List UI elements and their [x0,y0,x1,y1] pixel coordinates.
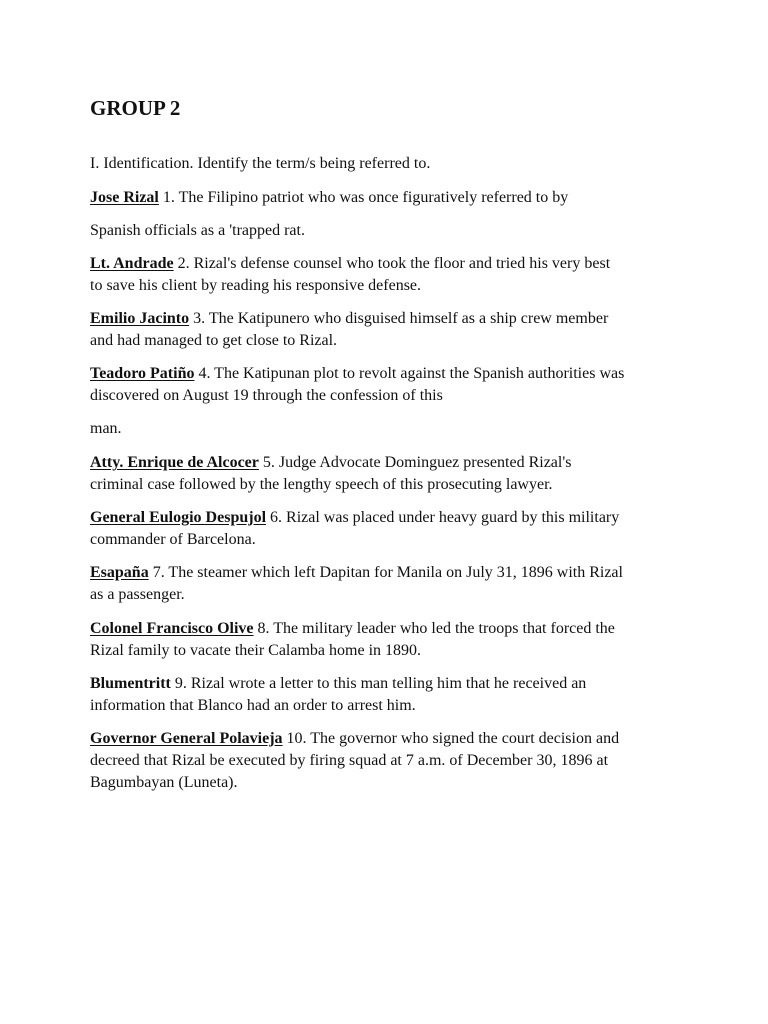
item-line [90,308,690,330]
item-line [90,562,690,584]
item-text: 10. The governor who signed the court decision and [282,730,620,747]
item-text: 5. Judge Advocate Dominguez presented Rizal's [258,454,572,471]
item-line: and had managed to get close to Rizal. [90,332,338,349]
answer-term: Colonel Francisco Olive [90,620,254,637]
item-line [90,673,690,695]
item-text: 7. The steamer which left Dapitan for Manila on July 31, 1896 with Rizal [148,564,623,581]
item-line: Rizal family to vacate their Calamba home in 1890. [90,642,422,659]
item-line: information that Blanco had an order to arrest him. [90,697,416,714]
identification-item-8 [90,618,690,662]
item-line: as a passenger. [90,586,185,603]
item-line: Bagumbayan (Luneta). [90,774,238,791]
item-line: to save his client by reading his responsive defense. [90,277,422,294]
instruction-text: I. Identification. Identify the term/s being referred to. [90,155,431,172]
item-line: commander of Barcelona. [90,531,256,548]
item-text: 3. The Katipunero who disguised himself as a ship crew member [189,310,609,327]
identification-item-3 [90,308,690,352]
identification-item-7 [90,562,690,606]
identification-item-4 [90,363,690,440]
item-text: 2. Rizal's defense counsel who took the floor and tried his very best [173,255,611,272]
identification-item-1 [90,187,690,242]
item-text: 8. The military leader who led the troops that forced the [253,620,615,637]
answer-term: Emilio Jacinto [90,310,190,327]
identification-item-2 [90,253,690,297]
item-line [90,507,690,529]
item-line: Spanish officials as a 'trapped rat. [90,222,305,239]
item-line [90,363,690,385]
item-line [90,618,690,640]
identification-item-5 [90,452,690,496]
answer-term: Atty. Enrique de Alcocer [90,454,259,471]
group-title: GROUP 2 [90,96,181,120]
answer-term: Blumentritt [90,675,171,692]
item-text: 9. Rizal wrote a letter to this man telling him that he received an [170,675,587,692]
item-text: 6. Rizal was placed under heavy guard by this military [266,509,620,526]
item-line: decreed that Rizal be executed by firing squad at 7 a.m. of December 30, 1896 at [90,752,609,769]
answer-term: General Eulogio Despujol [90,509,267,526]
identification-item-10 [90,728,690,794]
item-line: man. [90,420,122,437]
item-line [90,187,690,209]
item-line: criminal case followed by the lengthy speech of this prosecuting lawyer. [90,476,553,493]
item-text: 4. The Katipunan plot to revolt against the Spanish authorities was [194,365,625,382]
item-text: 1. The Filipino patriot who was once figuratively referred to by [158,189,569,206]
answer-term: Governor General Polavieja [90,730,283,747]
item-line [90,253,690,275]
item-line: discovered on August 19 through the confession of this [90,387,443,404]
item-line [90,728,690,750]
answer-term: Teadoro Patiño [90,365,195,382]
answer-term: Esapaña [90,564,149,581]
identification-item-6 [90,507,690,551]
document-page [90,93,690,791]
item-line [90,452,690,474]
answer-term: Lt. Andrade [90,255,174,272]
answer-term: Jose Rizal [90,189,159,206]
identification-item-9 [90,673,690,717]
